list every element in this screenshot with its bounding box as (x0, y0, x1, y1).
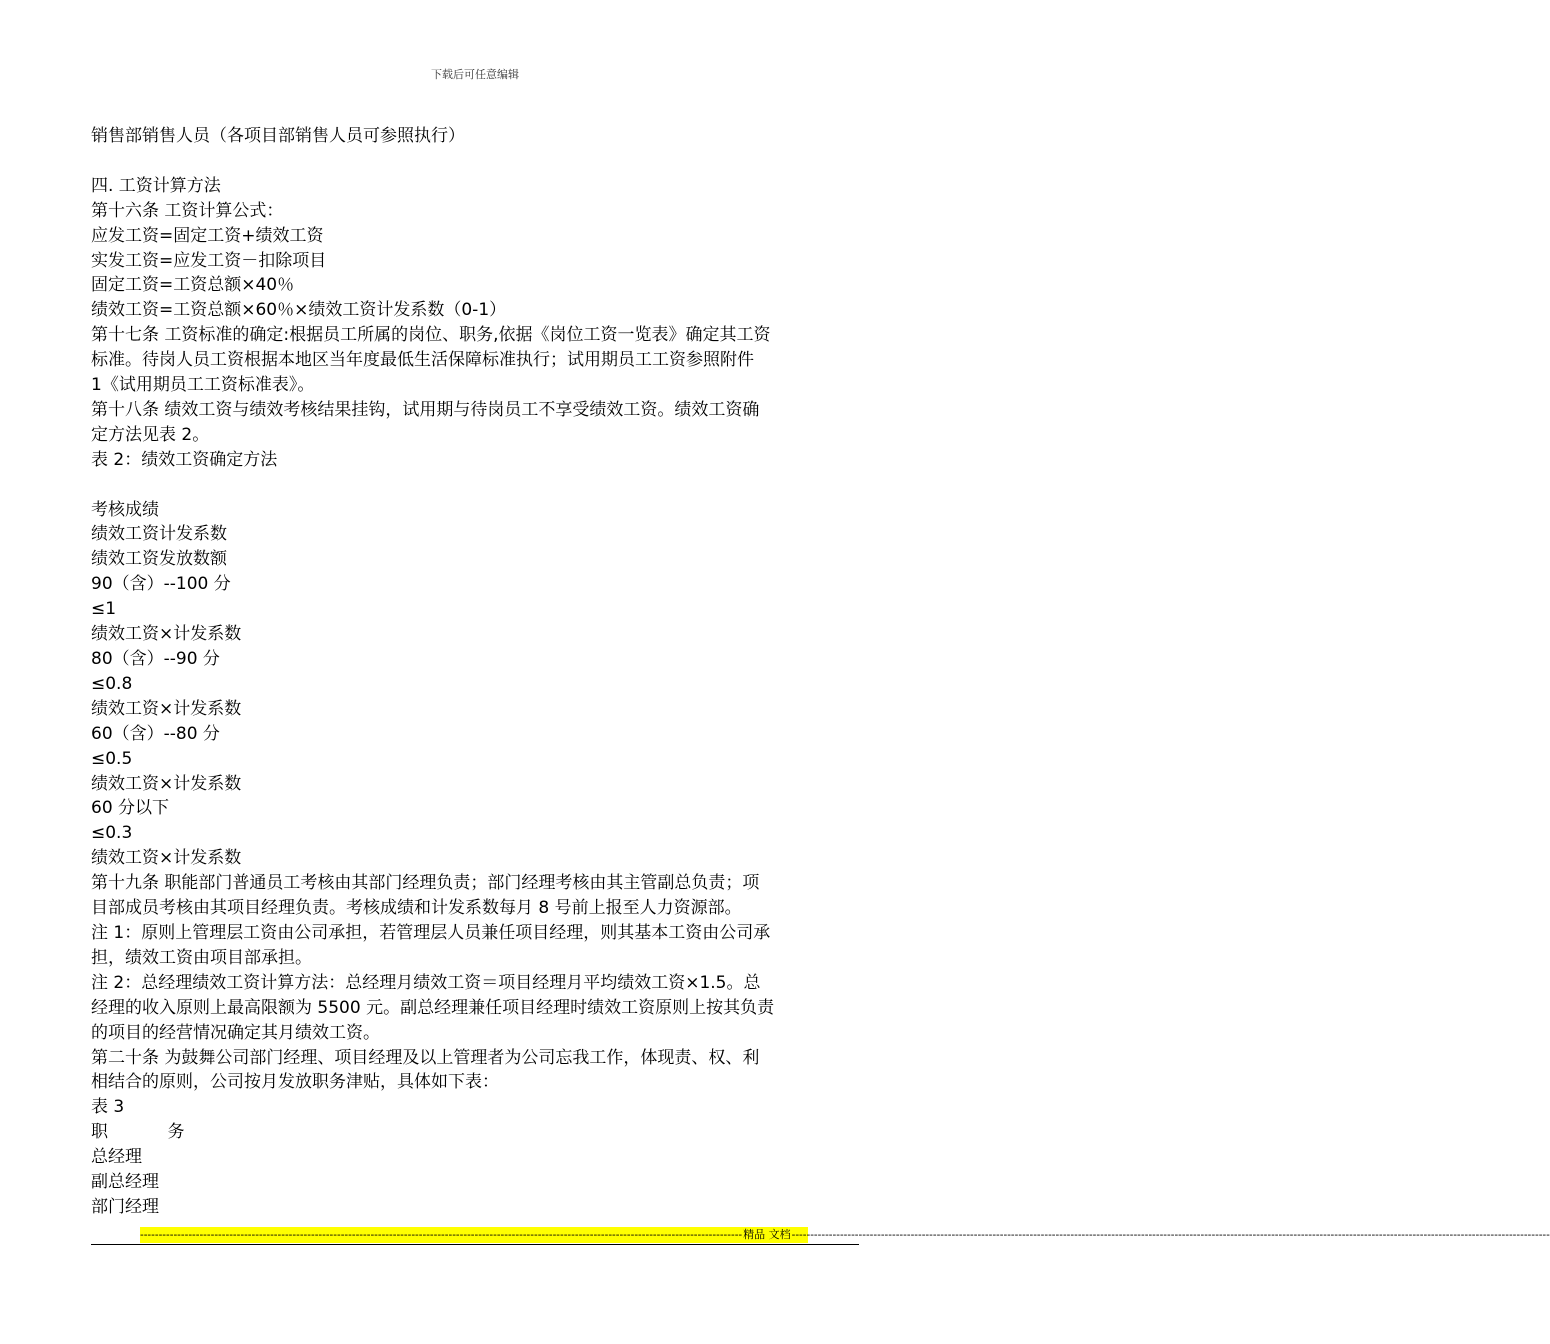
table-cell: 部门经理 (91, 1196, 159, 1217)
document-body (91, 124, 861, 1220)
footer-label: 精品 文档 (743, 1228, 791, 1241)
note-2-text: 的项目的经营情况确定其月绩效工资。 (91, 1022, 380, 1043)
formula-line: 实发工资=应发工资－扣除项目 (91, 250, 327, 271)
note-2-text: 注 2：总经理绩效工资计算方法：总经理月绩效工资＝项目经理月平均绩效工资×1.5。总 (91, 972, 761, 993)
formula-line: 绩效工资=工资总额×60％×绩效工资计发系数（0-1） (91, 300, 507, 321)
table-header-cell: 考核成绩 (91, 499, 159, 520)
table-2-caption: 表 2：绩效工资确定方法 (91, 449, 278, 470)
article-19-text: 第十九条 职能部门普通员工考核由其部门经理负责；部门经理考核由其主管副总负责；项 (91, 873, 760, 894)
article-17-text: 第十七条 工资标准的确定:根据员工所属的岗位、职务,依据《岗位工资一览表》确定其工资 (91, 325, 771, 346)
table-cell: 90（含）--100 分 (91, 574, 231, 595)
table-cell: 80（含）--90 分 (91, 649, 220, 669)
table-header-cell: 绩效工资发放数额 (91, 549, 227, 570)
table-cell: 总经理 (91, 1147, 142, 1168)
table-3-caption: 表 3 (91, 1097, 125, 1118)
table-cell: 绩效工资×计发系数 (91, 624, 242, 645)
table-cell: ≤1 (91, 599, 117, 620)
page-header-note: 下载后可任意编辑 (431, 68, 519, 81)
table-3 (91, 1120, 861, 1220)
article-18-text: 定方法见表 2。 (91, 424, 210, 445)
footer-dashes-right: ------------------------------------------------------------------------------------------------------------------------------------------------------------------------------------------------------------ (791, 1228, 1550, 1241)
section-heading: 四. 工资计算方法 (91, 175, 221, 196)
doc-title-line: 销售部销售人员（各项目部销售人员可参照执行） (91, 126, 465, 146)
article-16-heading: 第十六条 工资计算公式： (91, 200, 284, 221)
footer-highlight-band (140, 1227, 1550, 1243)
table-cell: ≤0.3 (91, 823, 133, 844)
table-header-cell: 职 务 (91, 1122, 185, 1143)
note-1-text: 注 1：原则上管理层工资由公司承担，若管理层人员兼任项目经理，则其基本工资由公司承 (91, 922, 771, 943)
article-17-text: 标准。待岗人员工资根据本地区当年度最低生活保障标准执行；试用期员工工资参照附件 (91, 350, 754, 371)
formula-line: 固定工资=工资总额×40％ (91, 275, 295, 296)
article-19-text: 目部成员考核由其项目经理负责。考核成绩和计发系数每月 8 号前上报至人力资源部。 (91, 898, 742, 919)
blank-line (91, 473, 861, 498)
article-20-text: 第二十条 为鼓舞公司部门经理、项目经理及以上管理者为公司忘我工作，体现责、权、利 (91, 1047, 760, 1068)
table-2 (91, 498, 861, 872)
table-cell: 60 分以下 (91, 798, 170, 819)
table-cell: ≤0.5 (91, 748, 133, 769)
table-cell: 绩效工资×计发系数 (91, 773, 242, 794)
table-cell: 绩效工资×计发系数 (91, 848, 242, 869)
table-cell: 绩效工资×计发系数 (91, 698, 242, 719)
note-1-text: 担，绩效工资由项目部承担。 (91, 947, 312, 968)
table-cell: 副总经理 (91, 1172, 159, 1193)
footer-divider (91, 1244, 859, 1245)
note-2-text: 经理的收入原则上最高限额为 5500 元。副总经理兼任项目经理时绩效工资原则上按其负责 (91, 997, 775, 1018)
blank-line (91, 149, 861, 174)
table-cell: 60（含）--80 分 (91, 723, 220, 744)
formula-line: 应发工资=固定工资+绩效工资 (91, 225, 324, 246)
article-18-text: 第十八条 绩效工资与绩效考核结果挂钩，试用期与待岗员工不享受绩效工资。绩效工资确 (91, 399, 760, 420)
footer-dashes-left: ------------------------------------------------------------------------------------------------------------------------------------------------------------------ (140, 1228, 743, 1241)
article-17-text: 1《试用期员工工资标准表》。 (91, 375, 315, 396)
table-header-cell: 绩效工资计发系数 (91, 524, 227, 545)
article-20-text: 相结合的原则，公司按月发放职务津贴，具体如下表： (91, 1072, 499, 1093)
table-cell: ≤0.8 (91, 673, 133, 694)
